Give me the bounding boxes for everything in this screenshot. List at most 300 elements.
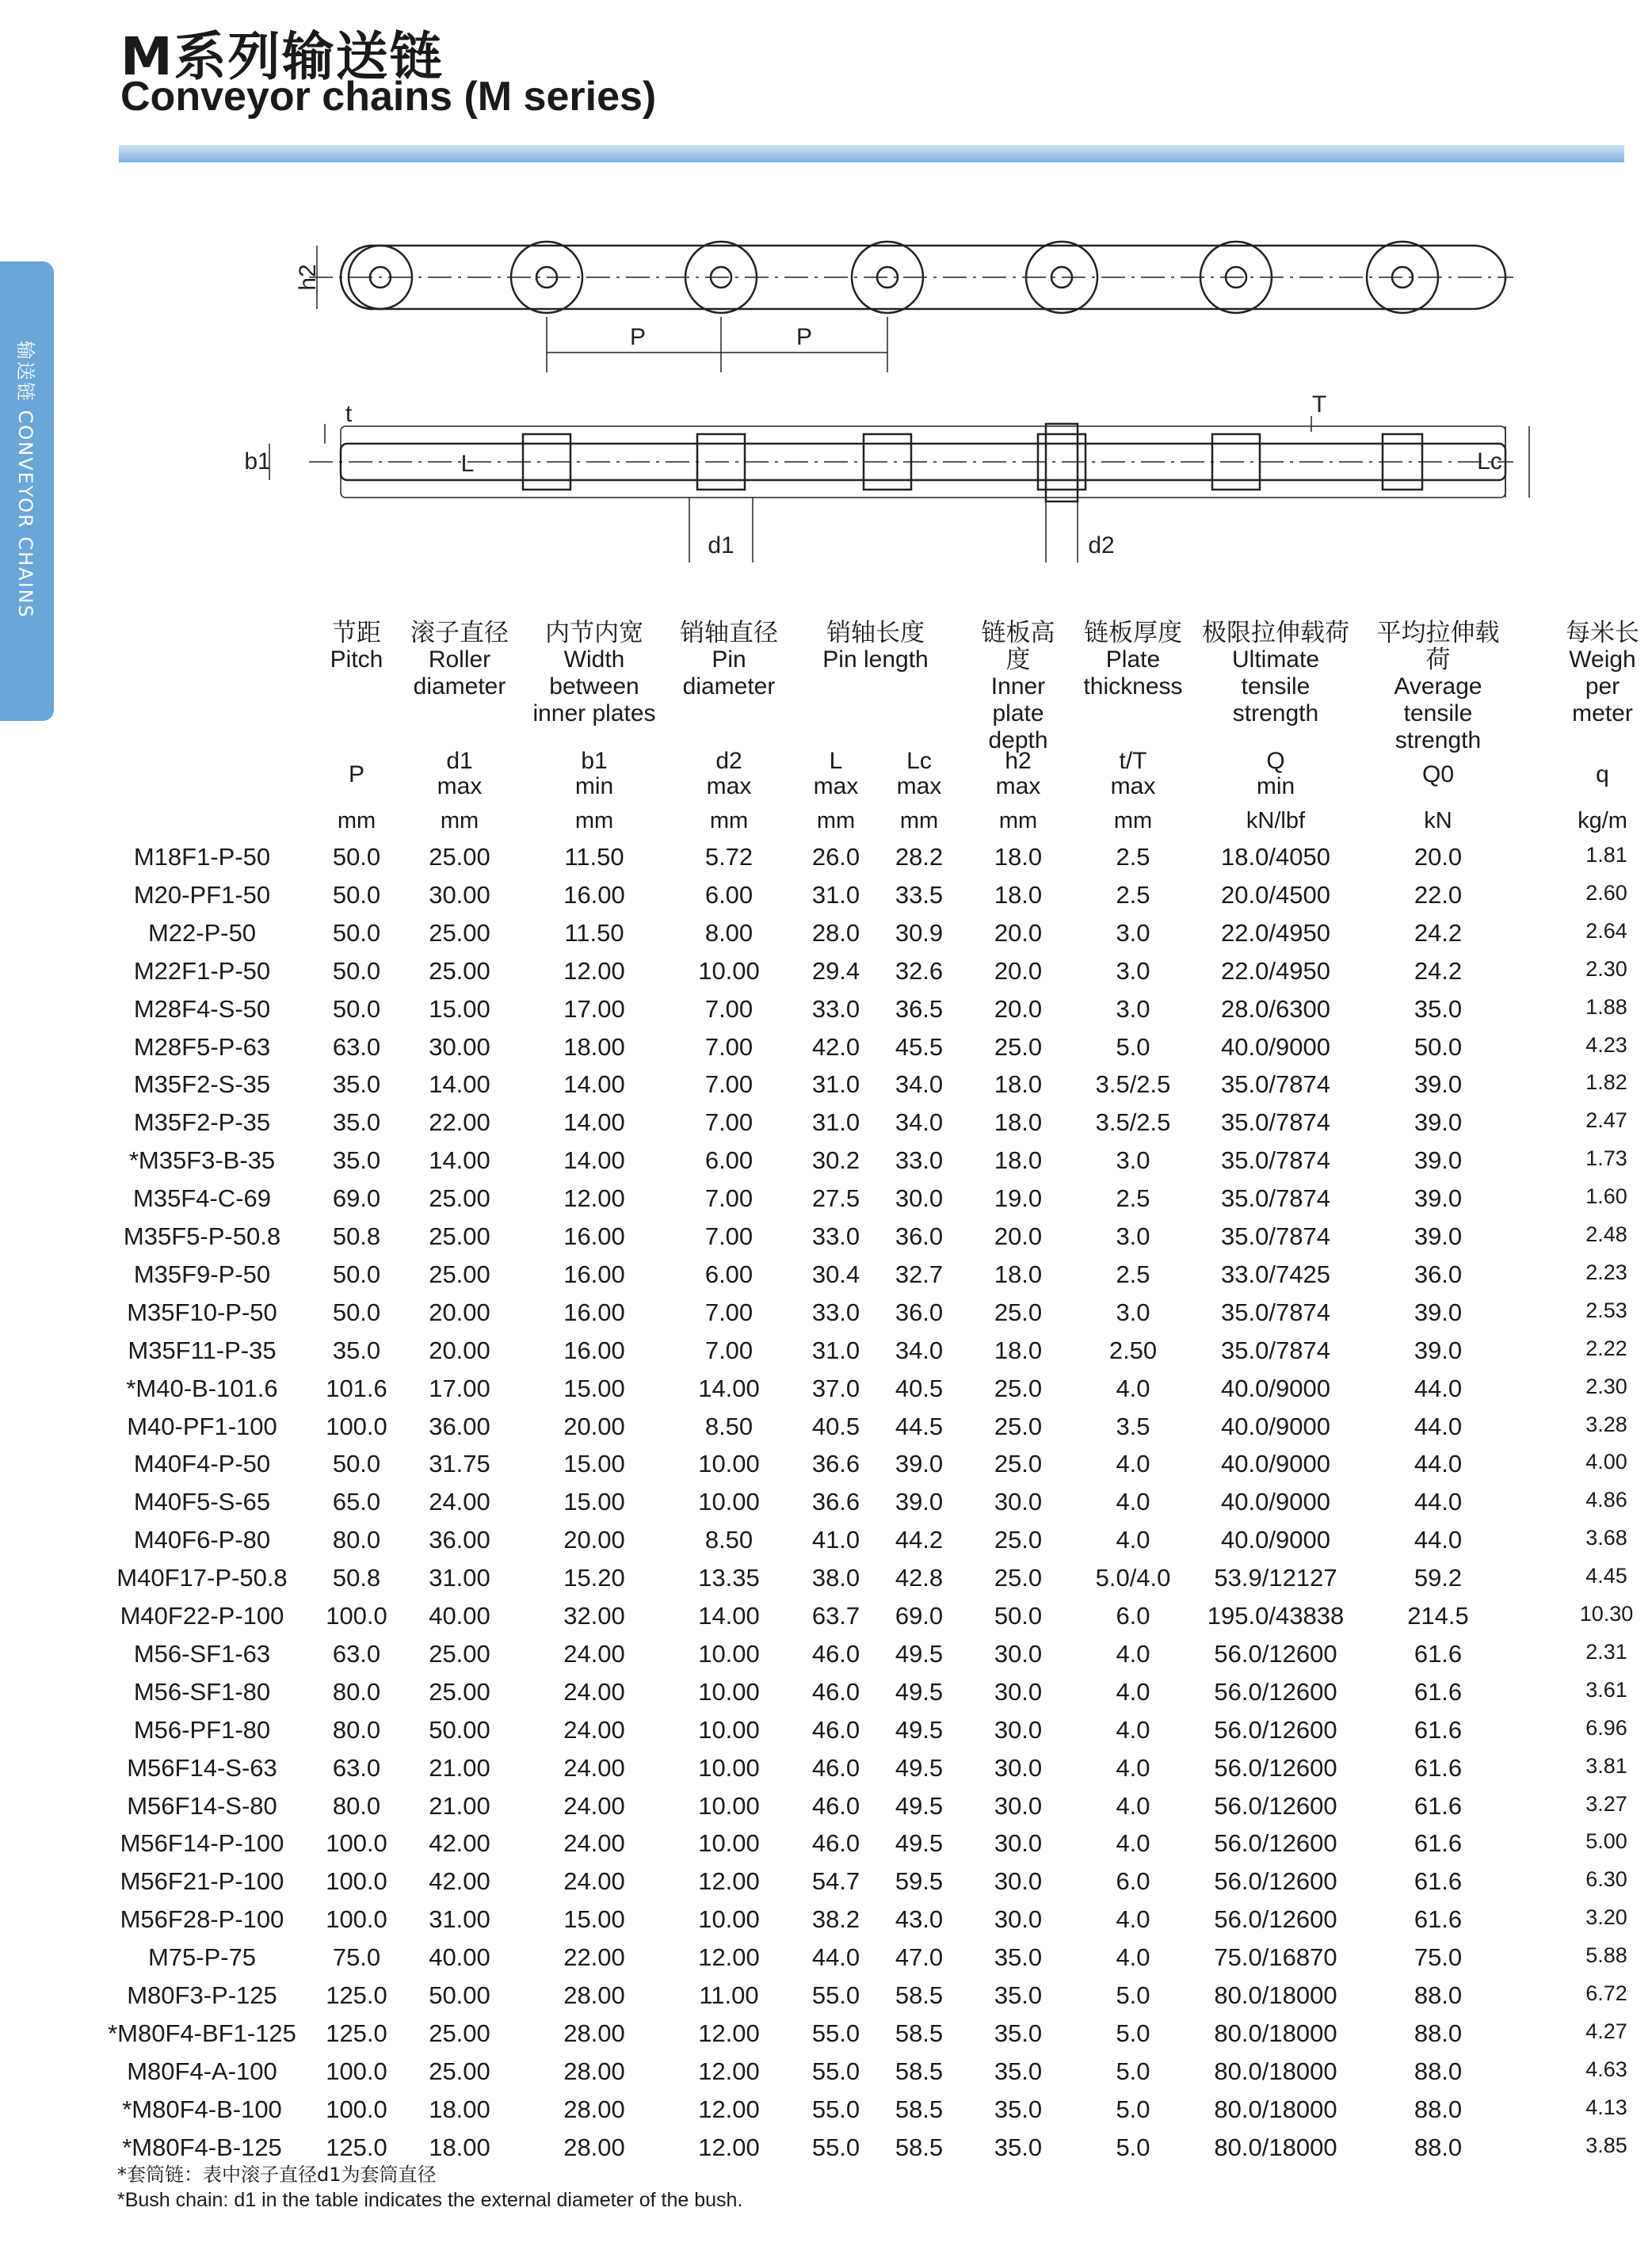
- value-cell: 49.5: [895, 1753, 944, 1782]
- model-cell: M40-PF1-100: [127, 1412, 277, 1440]
- model-cell: M40F22-P-100: [120, 1602, 284, 1630]
- column-header-en: Inner plate depth: [988, 673, 1048, 753]
- value-cell: 18.0: [994, 1070, 1043, 1099]
- value-cell: 24.00: [563, 1677, 625, 1706]
- value-cell: 3.0: [1116, 1298, 1150, 1326]
- value-cell: 33.0/7425: [1221, 1260, 1330, 1288]
- value-cell: 2.22: [1585, 1336, 1627, 1360]
- value-cell: 61.6: [1414, 1753, 1463, 1782]
- value-cell: 56.0/12600: [1214, 1639, 1337, 1668]
- model-cell: *M35F3-B-35: [128, 1146, 276, 1175]
- value-cell: 19.0: [994, 1184, 1043, 1213]
- value-cell: 7.00: [704, 1108, 754, 1137]
- value-cell: 58.5: [895, 2095, 944, 2123]
- value-cell: 14.00: [698, 1602, 760, 1630]
- value-cell: 4.0: [1116, 1905, 1150, 1934]
- value-cell: 35.0/7874: [1221, 1336, 1330, 1364]
- value-cell: 61.6: [1414, 1715, 1463, 1744]
- value-cell: 4.0: [1116, 1488, 1150, 1516]
- model-cell: M35F2-P-35: [133, 1108, 271, 1137]
- table-row: [0, 1716, 1652, 1754]
- value-cell: 40.5: [811, 1412, 860, 1440]
- value-cell: 65.0: [332, 1488, 381, 1516]
- model-cell: M35F11-P-35: [128, 1336, 277, 1364]
- value-cell: 18.00: [429, 2133, 490, 2161]
- value-cell: 4.63: [1585, 2057, 1627, 2081]
- value-cell: 44.0: [811, 1943, 860, 1972]
- column-unit: mm: [440, 808, 479, 833]
- table-row: [0, 1260, 1652, 1298]
- column-symbol-limit: max: [995, 773, 1041, 799]
- column-symbol-name: Lc: [906, 748, 932, 774]
- column-symbol-name: h2: [1005, 748, 1032, 774]
- column-symbol-name: L: [829, 748, 843, 774]
- value-cell: 25.0: [994, 1450, 1043, 1478]
- value-cell: 28.00: [563, 1981, 625, 2009]
- model-cell: *M80F4-B-125: [122, 2133, 282, 2161]
- value-cell: 18.0/4050: [1221, 843, 1330, 871]
- table-row: [0, 1070, 1652, 1108]
- value-cell: 39.0: [1414, 1070, 1463, 1099]
- value-cell: 6.00: [704, 880, 754, 909]
- value-cell: 37.0: [811, 1374, 860, 1402]
- value-cell: 50.0: [994, 1602, 1043, 1630]
- column-unit: mm: [899, 808, 939, 833]
- value-cell: 59.5: [895, 1867, 944, 1896]
- value-cell: 3.81: [1585, 1753, 1627, 1778]
- table-row: [0, 1298, 1652, 1336]
- table-row: [0, 1792, 1652, 1830]
- column-header-9: [1371, 620, 1505, 754]
- value-cell: 10.00: [698, 1488, 760, 1516]
- value-cell: 14.00: [429, 1070, 490, 1099]
- table-row: [0, 1336, 1652, 1375]
- value-cell: 11.50: [564, 918, 624, 947]
- value-cell: 6.0: [1116, 1867, 1150, 1896]
- value-cell: 24.00: [429, 1488, 490, 1516]
- value-cell: 28.00: [563, 2057, 625, 2085]
- value-cell: 35.0: [994, 2057, 1043, 2085]
- value-cell: 32.6: [895, 956, 944, 985]
- value-cell: 88.0: [1414, 2133, 1463, 2161]
- value-cell: 31.0: [811, 1336, 860, 1364]
- value-cell: 35.0: [994, 1943, 1043, 1972]
- value-cell: 6.72: [1585, 1981, 1627, 2005]
- value-cell: 24.00: [563, 1867, 625, 1896]
- value-cell: 45.5: [895, 1032, 944, 1061]
- value-cell: 2.60: [1585, 880, 1627, 905]
- value-cell: 4.0: [1116, 1677, 1150, 1706]
- value-cell: 30.2: [811, 1146, 860, 1175]
- table-row: [0, 995, 1652, 1033]
- value-cell: 75.0: [1414, 1943, 1463, 1972]
- value-cell: 50.0: [332, 843, 381, 871]
- value-cell: 18.0: [994, 1336, 1043, 1364]
- value-cell: 80.0: [332, 1677, 381, 1706]
- value-cell: 11.50: [564, 843, 624, 871]
- value-cell: 2.53: [1585, 1298, 1627, 1322]
- label-d1: d1: [708, 532, 734, 559]
- value-cell: 39.0: [1414, 1222, 1463, 1250]
- value-cell: 30.00: [429, 1032, 490, 1061]
- value-cell: 63.0: [332, 1032, 381, 1061]
- value-cell: 39.0: [1414, 1336, 1463, 1364]
- label-t: t: [345, 401, 353, 427]
- value-cell: 6.00: [704, 1146, 754, 1175]
- column-symbol-limit: max: [706, 773, 752, 799]
- value-cell: 125.0: [326, 2019, 387, 2047]
- model-cell: M35F10-P-50: [127, 1298, 277, 1326]
- table-row: [0, 843, 1652, 881]
- value-cell: 6.00: [704, 1260, 754, 1288]
- column-symbol: [313, 762, 400, 787]
- value-cell: 80.0/18000: [1214, 2019, 1337, 2047]
- table-row: [0, 1829, 1652, 1867]
- value-cell: 100.0: [326, 1412, 387, 1440]
- value-cell: 36.00: [429, 1526, 490, 1554]
- value-cell: 24.00: [563, 1791, 625, 1820]
- value-cell: 33.0: [811, 994, 860, 1023]
- value-cell: 31.75: [429, 1450, 490, 1478]
- value-cell: 195.0/43838: [1207, 1602, 1345, 1630]
- table-row: [0, 1981, 1652, 2019]
- value-cell: 55.0: [811, 2133, 860, 2161]
- value-cell: 4.13: [1585, 2095, 1627, 2119]
- model-cell: M40F4-P-50: [133, 1450, 271, 1478]
- value-cell: 39.0: [895, 1488, 944, 1516]
- value-cell: 14.00: [563, 1108, 625, 1137]
- column-symbol: [1371, 762, 1505, 787]
- value-cell: 100.0: [326, 2095, 387, 2123]
- value-cell: 25.0: [994, 1564, 1043, 1592]
- value-cell: 2.30: [1585, 956, 1627, 981]
- column-unit: kg/m: [1578, 808, 1627, 833]
- value-cell: 44.0: [1414, 1526, 1463, 1554]
- table-row: [0, 2057, 1652, 2095]
- value-cell: 63.7: [811, 1602, 860, 1630]
- value-cell: 4.0: [1116, 1943, 1150, 1972]
- value-cell: 25.0: [994, 1412, 1043, 1440]
- column-header-0: [313, 620, 400, 673]
- value-cell: 10.00: [698, 956, 760, 985]
- table-row: [0, 1526, 1652, 1564]
- value-cell: 50.0: [332, 956, 381, 985]
- value-cell: 5.00: [1585, 1829, 1627, 1854]
- model-cell: M22-P-50: [147, 918, 257, 947]
- model-cell: M35F5-P-50.8: [123, 1222, 281, 1250]
- model-cell: M56-SF1-63: [133, 1639, 271, 1668]
- value-cell: 16.00: [563, 1336, 625, 1364]
- value-cell: 35.0: [332, 1146, 381, 1175]
- table-row: [0, 1033, 1652, 1071]
- value-cell: 10.00: [698, 1829, 760, 1858]
- value-cell: 50.0: [332, 880, 381, 909]
- value-cell: 46.0: [811, 1677, 860, 1706]
- value-cell: 4.27: [1585, 2019, 1627, 2043]
- footnote-cn: *套筒链：表中滚子直径d1为套筒直径: [117, 2164, 437, 2186]
- value-cell: 80.0/18000: [1214, 2057, 1337, 2085]
- column-header-2: [527, 620, 662, 727]
- value-cell: 40.0/9000: [1221, 1412, 1330, 1440]
- value-cell: 49.5: [895, 1715, 944, 1744]
- model-cell: M18F1-P-50: [133, 843, 271, 871]
- value-cell: 21.00: [429, 1791, 490, 1820]
- value-cell: 10.00: [698, 1639, 760, 1668]
- value-cell: 6.0: [1116, 1602, 1150, 1630]
- model-cell: M40F17-P-50.8: [116, 1564, 288, 1592]
- column-unit: kN/lbf: [1246, 808, 1306, 833]
- value-cell: 44.5: [895, 1412, 944, 1440]
- value-cell: 18.0: [994, 880, 1043, 909]
- value-cell: 22.0/4950: [1221, 918, 1330, 947]
- value-cell: 39.0: [1414, 1146, 1463, 1175]
- column-symbol: [673, 749, 784, 799]
- value-cell: 31.0: [811, 1070, 860, 1099]
- value-cell: 44.0: [1414, 1450, 1463, 1478]
- value-cell: 16.00: [563, 1298, 625, 1326]
- column-header-3: [673, 620, 784, 700]
- value-cell: 4.45: [1585, 1564, 1627, 1588]
- column-header-en: Plate thickness: [1083, 646, 1183, 700]
- table-row: [0, 2019, 1652, 2057]
- model-cell: M28F4-S-50: [133, 994, 271, 1023]
- value-cell: 42.8: [895, 1564, 944, 1592]
- value-cell: 36.6: [811, 1450, 860, 1478]
- value-cell: 35.0: [994, 2133, 1043, 2161]
- column-header-cn: 平均拉伸载荷: [1376, 619, 1500, 674]
- value-cell: 35.0: [332, 1336, 381, 1364]
- value-cell: 17.00: [563, 994, 625, 1023]
- table-row: [0, 1943, 1652, 1981]
- value-cell: 58.5: [895, 2057, 944, 2085]
- model-cell: M80F4-A-100: [127, 2057, 277, 2085]
- value-cell: 8.50: [704, 1526, 754, 1554]
- value-cell: 30.0: [994, 1867, 1043, 1896]
- value-cell: 61.6: [1414, 1677, 1463, 1706]
- value-cell: 30.0: [994, 1639, 1043, 1668]
- value-cell: 88.0: [1414, 2057, 1463, 2085]
- table-row: [0, 1640, 1652, 1678]
- value-cell: 2.50: [1108, 1336, 1158, 1364]
- value-cell: 44.0: [1414, 1488, 1463, 1516]
- value-cell: 28.00: [563, 2019, 625, 2047]
- value-cell: 7.00: [704, 1184, 754, 1213]
- column-header-en: Weigh per meter: [1569, 646, 1636, 726]
- value-cell: 69.0: [332, 1184, 381, 1213]
- value-cell: 3.0: [1116, 1222, 1150, 1250]
- value-cell: 3.5: [1116, 1412, 1150, 1440]
- value-cell: 15.20: [563, 1564, 625, 1592]
- value-cell: 18.0: [994, 1146, 1043, 1175]
- value-cell: 8.00: [704, 918, 754, 947]
- value-cell: 28.0/6300: [1221, 994, 1330, 1023]
- value-cell: 40.00: [429, 1943, 490, 1972]
- value-cell: 36.00: [429, 1412, 490, 1440]
- value-cell: 6.30: [1585, 1867, 1627, 1892]
- value-cell: 28.2: [895, 843, 944, 871]
- value-cell: 5.0: [1116, 2019, 1150, 2047]
- value-cell: 47.0: [895, 1943, 944, 1972]
- value-cell: 27.5: [811, 1184, 860, 1213]
- value-cell: 25.00: [429, 1639, 490, 1668]
- column-header-cn: 销轴长度: [826, 619, 925, 647]
- value-cell: 15.00: [563, 1450, 625, 1478]
- value-cell: 12.00: [563, 1184, 625, 1213]
- value-cell: 3.0: [1116, 918, 1150, 947]
- model-cell: M35F2-S-35: [133, 1070, 271, 1099]
- value-cell: 75.0: [332, 1943, 381, 1972]
- value-cell: 36.6: [811, 1488, 860, 1516]
- table-row: [0, 1564, 1652, 1602]
- value-cell: 25.00: [429, 2019, 490, 2047]
- value-cell: 44.0: [1414, 1412, 1463, 1440]
- column-symbol: [975, 749, 1062, 799]
- value-cell: 35.0/7874: [1221, 1108, 1330, 1137]
- value-cell: 44.2: [895, 1526, 944, 1554]
- value-cell: 30.0: [895, 1184, 944, 1213]
- value-cell: 40.0/9000: [1221, 1374, 1330, 1402]
- value-cell: 35.0: [332, 1070, 381, 1099]
- column-header-cn: 内节内宽: [545, 619, 643, 647]
- value-cell: 29.4: [811, 956, 860, 985]
- column-unit: mm: [337, 808, 376, 833]
- value-cell: 36.0: [895, 1222, 944, 1250]
- sidebar-label: 输送链 CONVEYOR CHAINS: [14, 341, 36, 619]
- value-cell: 3.20: [1585, 1905, 1627, 1930]
- value-cell: 30.0: [994, 1791, 1043, 1820]
- model-cell: M22F1-P-50: [133, 956, 271, 985]
- table-row: [0, 881, 1652, 919]
- value-cell: 214.5: [1407, 1602, 1469, 1630]
- value-cell: 100.0: [326, 1602, 387, 1630]
- value-cell: 59.2: [1414, 1564, 1463, 1592]
- value-cell: 14.00: [563, 1146, 625, 1175]
- value-cell: 1.73: [1585, 1146, 1627, 1171]
- value-cell: 7.00: [704, 1222, 754, 1250]
- value-cell: 30.00: [429, 880, 490, 909]
- value-cell: 14.00: [563, 1070, 625, 1099]
- column-header-en: Pin diameter: [682, 646, 776, 700]
- value-cell: 25.00: [429, 843, 490, 871]
- model-cell: M35F4-C-69: [133, 1184, 271, 1213]
- value-cell: 39.0: [1414, 1184, 1463, 1213]
- value-cell: 26.0: [811, 843, 860, 871]
- model-cell: M35F9-P-50: [133, 1260, 271, 1288]
- column-unit: mm: [998, 808, 1038, 833]
- value-cell: 22.0/4950: [1221, 956, 1330, 985]
- column-symbol-limit: min: [574, 773, 614, 799]
- value-cell: 30.0: [994, 1488, 1043, 1516]
- value-cell: 25.00: [429, 956, 490, 985]
- value-cell: 5.88: [1585, 1943, 1627, 1968]
- value-cell: 40.0/9000: [1221, 1526, 1330, 1554]
- value-cell: 10.00: [698, 1791, 760, 1820]
- value-cell: 4.0: [1116, 1715, 1150, 1744]
- value-cell: 7.00: [704, 1032, 754, 1061]
- value-cell: 30.9: [895, 918, 944, 947]
- column-symbol: [1196, 749, 1355, 799]
- value-cell: 7.00: [704, 1298, 754, 1326]
- value-cell: 56.0/12600: [1214, 1753, 1337, 1782]
- model-cell: M56F21-P-100: [120, 1867, 284, 1896]
- value-cell: 28.0: [811, 918, 860, 947]
- column-symbol-limit: max: [813, 773, 859, 799]
- value-cell: 88.0: [1414, 2019, 1463, 2047]
- value-cell: 25.00: [429, 2057, 490, 2085]
- value-cell: 8.50: [704, 1412, 754, 1440]
- value-cell: 25.00: [429, 1260, 490, 1288]
- value-cell: 40.5: [895, 1374, 944, 1402]
- value-cell: 30.0: [994, 1829, 1043, 1858]
- value-cell: 54.7: [811, 1867, 860, 1896]
- value-cell: 22.00: [429, 1108, 490, 1137]
- value-cell: 15.00: [563, 1374, 625, 1402]
- value-cell: 63.0: [332, 1639, 381, 1668]
- value-cell: 75.0/16870: [1214, 1943, 1337, 1972]
- page-title-en: Conveyor chains (M series): [120, 74, 657, 120]
- page-title-cn: M系列输送链: [120, 26, 444, 87]
- value-cell: 42.00: [429, 1867, 490, 1896]
- value-cell: 49.5: [895, 1677, 944, 1706]
- value-cell: 53.9/12127: [1214, 1564, 1337, 1592]
- model-cell: M56F14-S-80: [127, 1791, 277, 1820]
- value-cell: 88.0: [1414, 1981, 1463, 2009]
- value-cell: 36.0: [1414, 1260, 1463, 1288]
- value-cell: 40.00: [429, 1602, 490, 1630]
- value-cell: 2.5: [1116, 1184, 1150, 1213]
- value-cell: 7.00: [704, 994, 754, 1023]
- value-cell: 28.00: [563, 2133, 625, 2161]
- value-cell: 10.00: [698, 1677, 760, 1706]
- column-symbol: [1553, 762, 1652, 787]
- value-cell: 10.30: [1579, 1602, 1634, 1626]
- value-cell: 30.0: [994, 1677, 1043, 1706]
- value-cell: 25.00: [429, 1184, 490, 1213]
- value-cell: 24.00: [563, 1639, 625, 1668]
- value-cell: 33.0: [811, 1298, 860, 1326]
- value-cell: 36.5: [895, 994, 944, 1023]
- column-header-cn: 每米长: [1566, 619, 1639, 647]
- value-cell: 80.0: [332, 1791, 381, 1820]
- value-cell: 20.0: [1414, 843, 1463, 871]
- column-header-7: [1082, 620, 1185, 700]
- value-cell: 5.72: [704, 843, 754, 871]
- value-cell: 38.2: [811, 1905, 860, 1934]
- value-cell: 3.68: [1585, 1526, 1627, 1550]
- value-cell: 61.6: [1414, 1791, 1463, 1820]
- value-cell: 50.0: [1414, 1032, 1463, 1061]
- column-symbol-name: P: [348, 761, 364, 787]
- table-row: [0, 1754, 1652, 1792]
- value-cell: 18.0: [994, 1108, 1043, 1137]
- value-cell: 24.2: [1414, 918, 1463, 947]
- value-cell: 88.0: [1414, 2095, 1463, 2123]
- value-cell: 101.6: [326, 1374, 387, 1402]
- value-cell: 44.0: [1414, 1374, 1463, 1402]
- column-symbol-limit: min: [1256, 773, 1295, 799]
- column-symbol-limit: max: [437, 773, 483, 799]
- value-cell: 46.0: [811, 1791, 860, 1820]
- value-cell: 125.0: [326, 2133, 387, 2161]
- value-cell: 46.0: [811, 1829, 860, 1858]
- value-cell: 10.00: [698, 1905, 760, 1934]
- value-cell: 38.0: [811, 1564, 860, 1592]
- value-cell: 50.0: [332, 1298, 381, 1326]
- column-header-cn: 滚子直径: [410, 619, 509, 647]
- value-cell: 36.0: [895, 1298, 944, 1326]
- footnote-en: *Bush chain: d1 in the table indicates the external diameter of the bush.: [117, 2189, 743, 2211]
- column-header-6: [975, 620, 1062, 754]
